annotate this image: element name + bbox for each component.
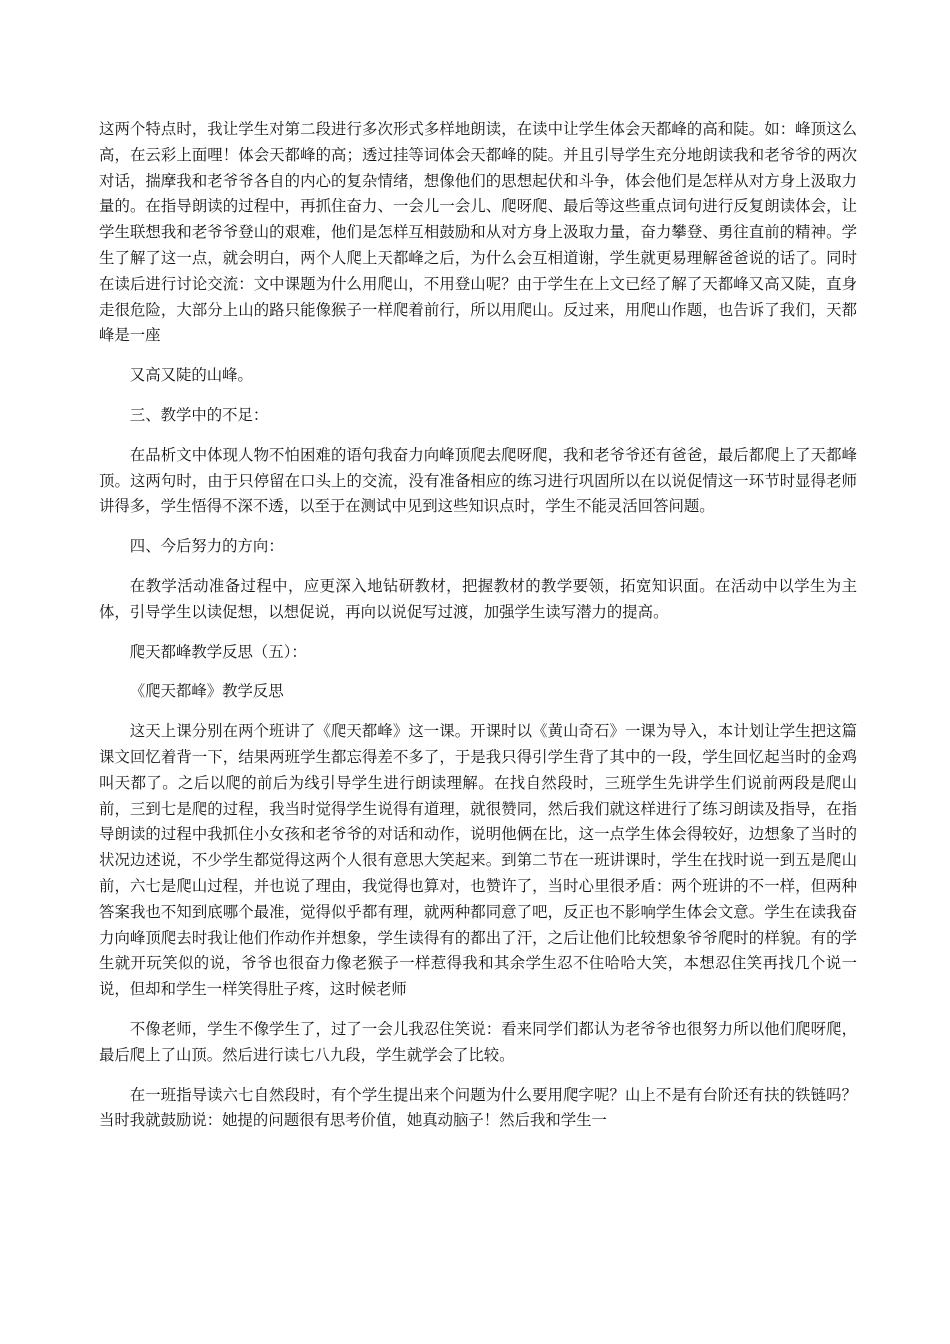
paragraph: 不像老师，学生不像学生了，过了一会儿我忍住笑说：看来同学们都认为老爷爷也很努力所以他们爬呀爬，最后爬上了山顶。然后进行读七八九段，学生就学会了比较。 bbox=[99, 1019, 857, 1064]
paragraph: 在一班指导读六七自然段时，有个学生提出来个问题为什么要用爬字呢？山上不是有台阶还有扶的铁链吗？当时我就鼓励说：她提的问题很有思考价值，她真动脑子！然后我和学生一 bbox=[99, 1085, 857, 1130]
paragraph: 在教学活动准备过程中，应更深入地钻研教材，把握教材的教学要领，拓宽知识面。在活动中以学生为主体，引导学生以读促想，以想促说，再向以说促写过渡，加强学生读写潜力的提高。 bbox=[99, 576, 857, 621]
section-heading: 四、今后努力的方向： bbox=[129, 537, 284, 556]
paragraph: 在品析文中体现人物不怕困难的语句我奋力向峰顶爬去爬呀爬，我和老爷爷还有爸爸，最后都爬上了天都峰顶。这两句时，由于只停留在口头上的交流，没有准备相应的练习进行巩固所以在以说促情这一环节时显得老师讲得多，学生悟得不深不透，以至于在测试中见到这些知识点时，学生不能灵活回答问题。 bbox=[99, 445, 857, 516]
paragraph: 这两个特点时，我让学生对第二段进行多次形式多样地朗读，在读中让学生体会天都峰的高和陡。如：峰顶这么高，在云彩上面哩！体会天都峰的高；透过挂等词体会天都峰的陡。并且引导学生充分地朗读我和老爷爷的两次对话，揣摩我和老爷爷各自的内心的复杂情绪，想像他们的思想起伏和斗争，体会他们是怎样从对方身上汲取力量的。在指导朗读的过程中，再抓住奋力、一会儿一会儿、爬呀爬、最后等这些重点词句进行反复朗读体会，让学生联想我和老爷爷登山的艰难，他们是怎样互相鼓励和从对方身上汲取力量，奋力攀登、勇往直前的精神。学生了解了这一点，就会明白，两个人爬上天都峰之后，为什么会互相道谢，学生就更易理解爸爸说的话了。同时在读后进行讨论交流：文中课题为什么用爬山，不用登山呢？由于学生在上文已经了解了天都峰又高又陡，直身走很危险，大部分上山的路只能像猴子一样爬着前行，所以用爬山。反过来，用爬山作题，也告诉了我们，天都峰是一座 bbox=[99, 120, 857, 345]
section-heading: 三、教学中的不足： bbox=[129, 405, 269, 424]
document-page bbox=[99, 117, 857, 1148]
paragraph: 又高又陡的山峰。 bbox=[129, 366, 253, 385]
article-title: 《爬天都峰》教学反思 bbox=[129, 682, 284, 701]
paragraph: 这天上课分别在两个班讲了《爬天都峰》这一课。开课时以《黄山奇石》一课为导入，本计划让学生把这篇课文回忆着背一下，结果两班学生都忘得差不多了，于是我只得引学生背了其中的一段，学生回忆起当时的金鸡叫天都了。之后以爬的前后为线引导学生进行朗读理解。在找自然段时，三班学生先讲学生们说前两段是爬山前，三到七是爬的过程，我当时觉得学生说得有道理，就很赞同，然后我们就这样进行了练习朗读及指导，在指导朗读的过程中我抓住小女孩和老爷爷的对话和动作，说明他俩在比，这一点学生体会得较好，边想象了当时的状况边述说，不少学生都觉得这两个人很有意思大笑起来。到第二节在一班讲课时，学生在找时说一到五是爬山前，六七是爬山过程，并也说了理由，我觉得也算对，也赞许了，当时心里很矛盾：两个班讲的不一样，但两种答案我也不知到底哪个最准，觉得似乎都有理，就两种都同意了吧，反正也不影响学生体会文意。学生在读我奋力向峰顶爬去时我让他们作动作并想象，学生读得有的都出了汗，之后让他们比较想象爷爷爬时的样貌。有的学生就开玩笑似的说，爷爷也很奋力像老猴子一样惹得我和其余学生忍不住哈哈大笑，本想忍住笑再找几个说一说，但却和学生一样笑得肚子疼，这时候老师 bbox=[99, 722, 857, 999]
section-heading: 爬天都峰教学反思（五）： bbox=[129, 642, 307, 661]
